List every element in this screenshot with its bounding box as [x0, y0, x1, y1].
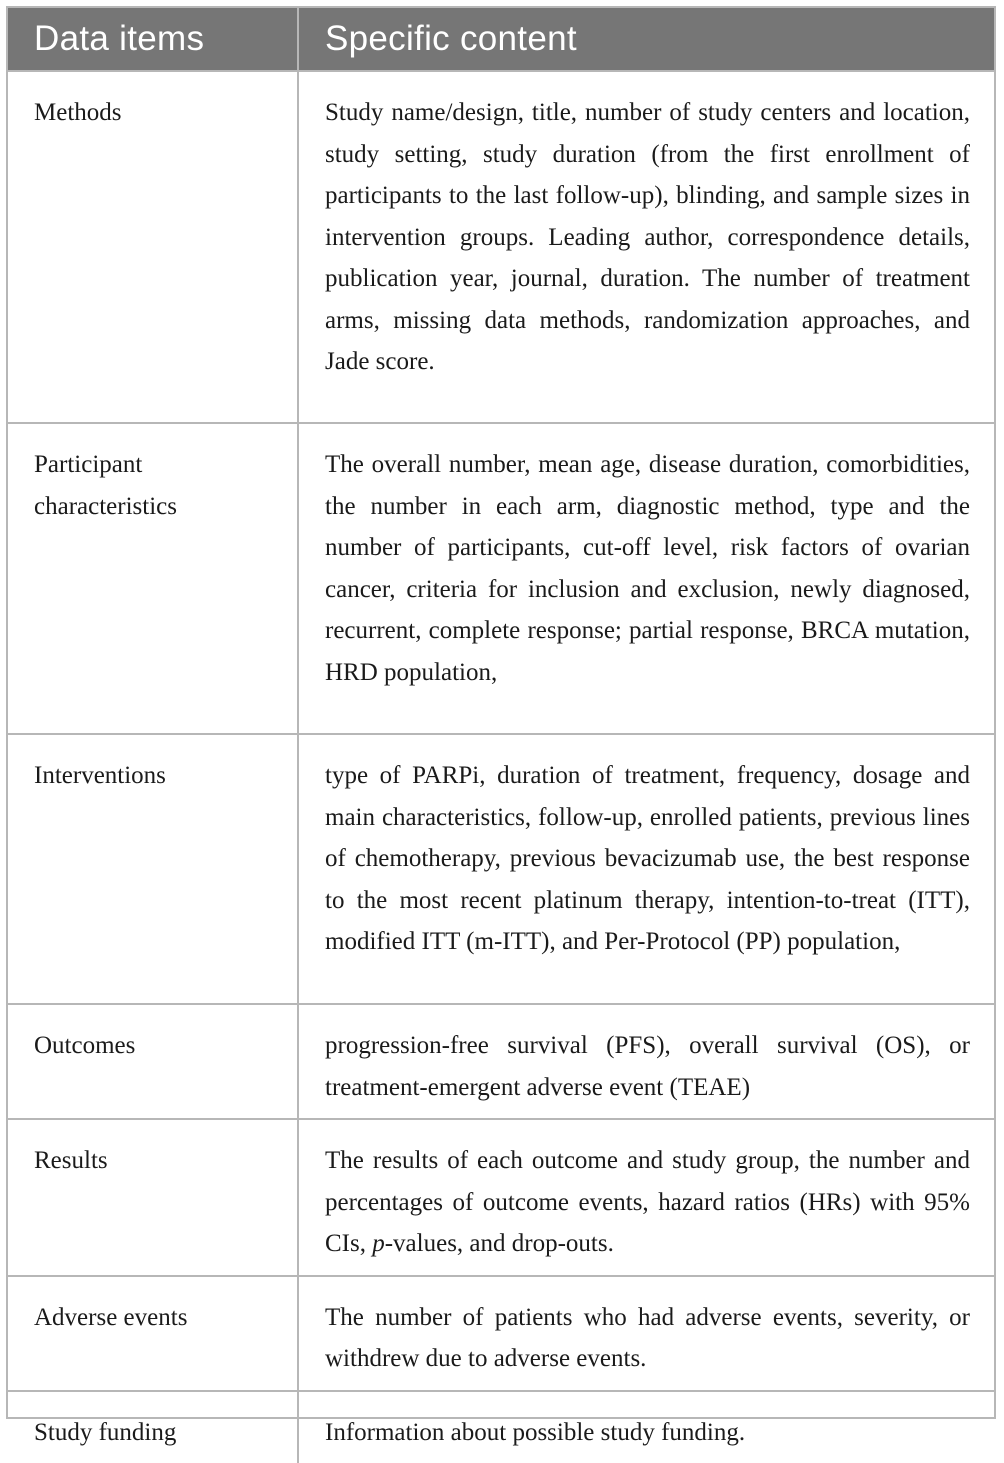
row-content-study-funding: [298, 1391, 994, 1463]
row-item-participant-characteristics: Participant characteristics: [8, 423, 298, 734]
header-data-items: Data items: [8, 8, 298, 71]
content-text-italic: p: [372, 1230, 385, 1257]
table: [8, 8, 994, 1463]
row-content-adverse-events: [298, 1276, 994, 1391]
row-content-results: [298, 1119, 994, 1276]
content-text: The number of patients who had adverse events, severity, or withdrew due to adverse events.: [325, 1297, 970, 1380]
row-item-study-funding: Study funding: [8, 1391, 298, 1463]
table-row: [8, 1119, 994, 1276]
row-item-results: Results: [8, 1119, 298, 1276]
header-specific-content: Specific content: [298, 8, 994, 71]
table-row: [8, 1004, 994, 1119]
table-row: [8, 1276, 994, 1391]
table-header: [8, 8, 994, 71]
content-text-part: -values, and drop-outs.: [385, 1230, 614, 1257]
data-extraction-table: [6, 6, 996, 1419]
content-text: Study name/design, title, number of study centers and location, study setting, study duration (from the first enrollment of participants to the last follow-up), blinding, and sample sizes in intervention groups. Leading author, correspondence details, publication year, journal, duration. The number of treatment arms, missing data methods, randomization approaches, and Jade score.: [325, 92, 970, 383]
content-text: progression-free survival (PFS), overall survival (OS), or treatment-emergent adverse event (TEAE): [325, 1025, 970, 1108]
content-text: [325, 1140, 970, 1265]
row-content-participant-characteristics: [298, 423, 994, 734]
content-text: The overall number, mean age, disease duration, comorbidities, the number in each arm, diagnostic method, type and the number of participants, cut-off level, risk factors of ovarian cancer, criteria for inclusion and exclusion, newly diagnosed, recurrent, complete response; partial response, BRCA mutation, HRD population,: [325, 444, 970, 693]
row-content-methods: [298, 71, 994, 423]
row-content-interventions: [298, 734, 994, 1004]
row-item-methods: Methods: [8, 71, 298, 423]
row-item-interventions: Interventions: [8, 734, 298, 1004]
content-text: type of PARPi, duration of treatment, frequency, dosage and main characteristics, follow-up, enrolled patients, previous lines of chemotherapy, previous bevacizumab use, the best response to the most recent platinum therapy, intention-to-treat (ITT), modified ITT (m-ITT), and Per-Protocol (PP) population,: [325, 755, 970, 963]
table-body: [8, 71, 994, 1463]
header-row: [8, 8, 994, 71]
content-text-part: The results of each outcome and study group, the number and percentages of outcome events, hazard ratios (HRs) with 95% CIs,: [325, 1147, 970, 1257]
row-content-outcomes: [298, 1004, 994, 1119]
table-row: [8, 734, 994, 1004]
content-text: Information about possible study funding.: [325, 1412, 970, 1454]
row-item-adverse-events: Adverse events: [8, 1276, 298, 1391]
table-row: [8, 423, 994, 734]
row-item-outcomes: Outcomes: [8, 1004, 298, 1119]
table-row: [8, 71, 994, 423]
table-row: [8, 1391, 994, 1463]
